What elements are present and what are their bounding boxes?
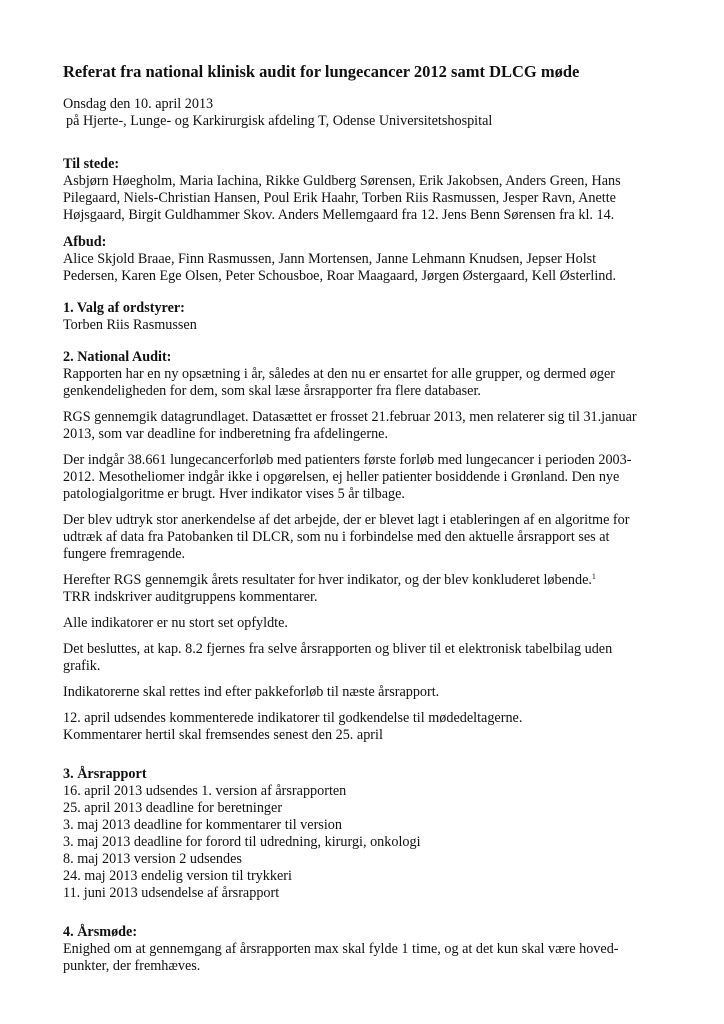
absent-section [63,234,663,285]
text-line: RGS gennemgik datagrundlaget. Datasættet er frosset 21.februar 2013, men relaterer sig til 31.januar [63,409,637,425]
meeting-location: på Hjerte-, Lunge- og Karkirurgisk afdeling T, Odense Universitetshospital [66,113,493,129]
attendees-line: Pilegaard, Niels-Christian Hansen, Poul Erik Haahr, Torben Riis Rasmussen, Jesper Ravn, Anette [63,190,616,206]
section-3-heading: 3. Årsrapport [63,766,147,782]
text-line: Kommentarer hertil skal fremsendes senest den 25. april [63,727,383,743]
text-line: Alle indikatorer er nu stort set opfyldte. [63,615,288,631]
section-2-paragraph [63,641,663,675]
schedule-line: 16. april 2013 udsendes 1. version af årsrapporten [63,783,347,799]
text-line: Rapporten har en ny opsætning i år, således at den nu er ensartet for alle grupper, og dermed øger [63,366,615,382]
footnote-reference[interactable]: 1 [591,572,596,581]
text-line: Der indgår 38.661 lungecancerforløb med patienters første forløb med lungecancer i perioden 2003- [63,452,632,468]
schedule-line: 24. maj 2013 endelig version til trykkeri [63,868,292,884]
attendees-section [63,156,663,224]
section-2-paragraph [63,710,663,744]
section-1-heading: 1. Valg af ordstyrer: [63,300,185,316]
section-1-text: Torben Riis Rasmussen [63,317,197,333]
text-line: 2012. Mesotheliomer indgår ikke i opgørelsen, ej heller patienter bosiddende i Grønland. Den nye [63,469,620,485]
text-line: fungere fremragende. [63,546,186,562]
attendees-heading: Til stede: [63,156,120,172]
text-line: Der blev udtryk stor anerkendelse af det arbejde, der er blevet lagt i etableringen af en algoritme for [63,512,630,528]
section-2-heading: 2. National Audit: [63,349,172,365]
text-line: udtræk af data fra Patobanken til DLCR, som nu i forbindelse med den aktuelle årsrapport ses at [63,529,610,545]
schedule-line: 8. maj 2013 version 2 udsendes [63,851,242,867]
absent-line: Pedersen, Karen Ege Olsen, Peter Schousboe, Roar Maagaard, Jørgen Østergaard, Kell Østerlind. [63,268,617,284]
schedule-line: 3. maj 2013 deadline for kommentarer til version [63,817,342,833]
attendees-line: Asbjørn Høegholm, Maria Iachina, Rikke Guldberg Sørensen, Erik Jakobsen, Anders Green, Hans [63,173,621,189]
text-line: Indikatorerne skal rettes ind efter pakkeforløb til næste årsrapport. [63,684,440,700]
absent-heading: Afbud: [63,234,107,250]
section-2-paragraph [63,615,663,632]
section-2-paragraph [63,452,663,503]
text-line [63,572,663,589]
text-line: punkter, der fremhæves. [63,958,201,974]
meeting-info [63,96,663,130]
text-line: grafik. [63,658,101,674]
section-2-paragraph [63,366,663,400]
section-2-paragraph [63,572,663,606]
text-span: Herefter RGS gennemgik årets resultater for hver indikator, og der blev konkluderet løbende. [63,572,592,588]
text-line: Det besluttes, at kap. 8.2 fjernes fra selve årsrapporten og bliver til et elektronisk tabelbilag uden [63,641,613,657]
text-line: patologialgoritme er brugt. Hver indikator vises 5 år tilbage. [63,486,405,502]
meeting-date: Onsdag den 10. april 2013 [63,96,214,112]
text-line: 2013, som var deadline for indberetning fra afdelingerne. [63,426,389,442]
section-4 [63,924,663,975]
schedule-line: 3. maj 2013 deadline for forord til udredning, kirurgi, onkologi [63,834,421,850]
text-line: TRR indskriver auditgruppens kommentarer. [63,589,318,605]
document-title: Referat fra national klinisk audit for lungecancer 2012 samt DLCG møde [63,62,580,81]
attendees-line: Højsgaard, Birgit Guldhammer Skov. Anders Mellemgaard fra 12. Jens Benn Sørensen fra kl. 14. [63,207,615,223]
section-2-paragraph [63,684,663,701]
text-line: 12. april udsendes kommenterede indikatorer til godkendelse til mødedeltagerne. [63,710,523,726]
schedule-line: 25. april 2013 deadline for beretninger [63,800,283,816]
section-3 [63,766,663,902]
section-2-paragraph [63,409,663,443]
absent-line: Alice Skjold Braae, Finn Rasmussen, Jann Mortensen, Janne Lehmann Knudsen, Jepser Holst [63,251,597,267]
section-2-paragraph [63,512,663,563]
section-1 [63,300,663,334]
section-2 [63,349,663,744]
document-page [63,62,663,975]
text-line: Enighed om at gennemgang af årsrapporten max skal fylde 1 time, og at det kun skal være hoved- [63,941,619,957]
text-line: genkendeligheden for dem, som skal læse årsrapporter fra flere databaser. [63,383,481,399]
section-4-heading: 4. Årsmøde: [63,924,138,940]
schedule-line: 11. juni 2013 udsendelse af årsrapport [63,885,280,901]
